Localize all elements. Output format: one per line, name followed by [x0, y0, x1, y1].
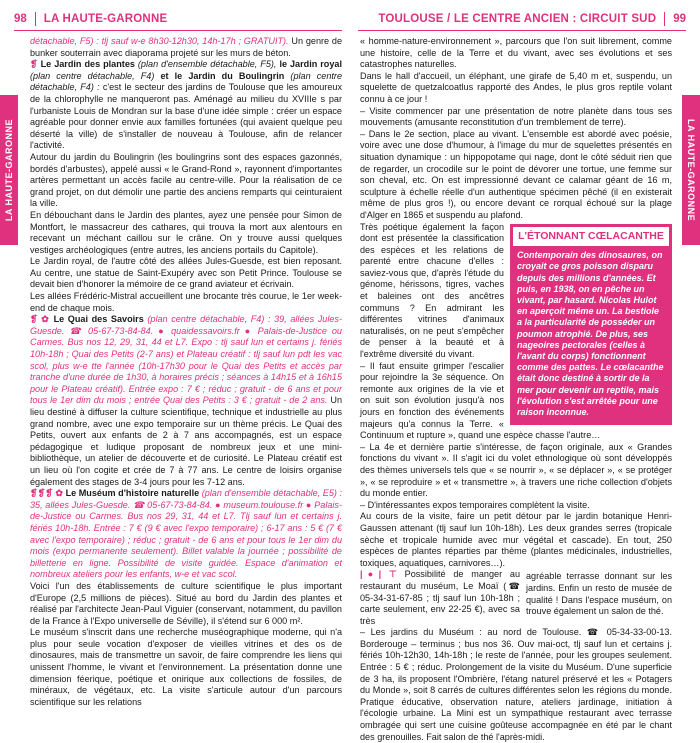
paragraph: – Visite commencer par une présentation de notre planète dans tous ses mouvements (amusante reconstitution d'un tremblement de terre). — [360, 105, 672, 128]
paragraph — [30, 36, 342, 59]
paragraph: Le Jardin royal, de l'autre côté des allées Jules-Guesde, est bien reposant. Au centre, une statue de Saint-Exupéry avec son Petit Prince. Toulouse se devait bien d'honorer la mémoire de ce grand aviateur et écrivain. — [30, 256, 342, 290]
paragraph: Très poétique également la façon dont est présentée la classification des espèces et les relations de parenté entre chacune d'elles : saviez-vous que, d'après l'étude du génome, hérissons, tigres, vaches et baleines ont des ancêtres communs ? En admirant les différentes vitrines d'animaux naturalisés, on ne peut s'empêcher de penser à la beauté et à l'extrême diversité du vivant. — [360, 221, 504, 360]
right-page-title: TOULOUSE / LE CENTRE ANCIEN : CIRCUIT SUD — [378, 13, 657, 25]
entry-title: Le Muséum d'histoire naturelle — [65, 488, 200, 499]
header-divider — [35, 12, 36, 26]
right-column — [360, 36, 672, 743]
entry-location: (plan centre détachable, F4) : — [30, 70, 342, 93]
right-page-number: 99 — [673, 13, 686, 25]
sight-icon: ❡❡❡ ✿ — [30, 488, 64, 499]
paragraph: – La 4e et dernière partie s'intéresse, de façon originale, aux « Grandes fonctions du vivant ». Il s'agit ici du volet ethnologique où sont développés des thèmes universels tels que « se nourrir », « se déplacer », « se protéger », « se reproduire » et « transmettre », à travers une riche collection d'objets du monde entier. — [360, 441, 672, 499]
body-text: Un lieu destiné à diffuser la culture scientifique, technique et industrielle au plus grand nombre, avec une expo temporaire sur un thème précis. Le Quai des Petits, ouvert aux enfants de 2 à 7 ans accompagnés, est un espace pédagogique et ludique proposant de nombreux jeux et une mini-bibliothèque, un atelier de découverte et de curiosité. Le Plateau créatif est un lieu où l'on cogite et crée de 7 à 77 ans. Le centre de loisirs organise également des stages de 3-4 jours pour les 7-12 ans. — [30, 395, 343, 487]
museum-entry — [30, 488, 342, 581]
paragraph: Autour du jardin du Boulingrin (les boulingrins sont des espaces gazonnés, bordés d'arbustes), appelé aussi « le Grand-Rond », rayonnent d'importantes artères permettant un accès facile au centre-ville. Pour la réalisation de ce grand projet, on dut démolir une partie des anciens remparts qui ceinturaient la ville. — [30, 151, 342, 209]
entry-title: Le Quai des Savoirs — [53, 314, 144, 325]
paragraph: « homme-nature-environnement », parcours que l'on suit librement, comme une histoire, celle de la Terre et du vivant, avec ses évolutions et ses catastrophes naturelles. — [360, 36, 672, 70]
entry-title: Le Jardin des plantes — [40, 59, 135, 70]
callout-body: Contemporain des dinosaures, on croyait ce gros poisson disparu depuis des millions d'années. Et puis, en 1938, on en pêche un vivant, par hasard. Nicolas Hulot en aperçoit même un. La bestiole a la particularité de posséder un poumon atrophié. De plus, ses nageoires pectorales (celles à l'avant du corps) fonctionnent comme des pattes. Le cœlacanthe était donc destiné à sortir de la mer pour devenir un reptile, mais l'évolution s'est arrêtée pour une raison inconnue. — [517, 250, 664, 417]
entry-location: (plan centre détachable, F4) — [30, 70, 161, 81]
paragraph: – Dans le 2e section, place au vivant. L'ensemble est abordé avec poésie, voire avec une dose d'humour, à l'image du mur de squelettes présentés en situation dynamique : un hippopotame qui nage, dont le côté séduit rien que de regarder, un crocodile sur le point de dévorer une tortue, une femme sur son cheval, etc. On est impressionné devant ce calamar géant de 16 m, sculpture à échelle réelle d'un authentique spécimen pêché (il en existerait même de plus gros !), ou encore devant ce rorqual échoué sur la plage d'Alger en 1865 et suspendu au plafond. — [360, 128, 672, 220]
restaurant-icon: |●| ⊤ — [360, 569, 397, 580]
left-section-tab-label: LA HAUTE-GARONNE — [4, 118, 14, 222]
paragraph: – Il faut ensuite grimper l'escalier pour rejoindre la 3e séquence. On remonte aux origines de la vie et on suit son évolution jusqu'à nos jours en fonction des événements majeurs qu'a connus la Terre. « Continuum et rupture », quand une espèce chasse l'autre… — [360, 360, 601, 441]
paragraph: – Les jardins du Muséum : au nord de Toulouse. ☎ 05-34-33-00-13. Borderouge – terminus ; bus nos 36. Ouv mai-oct, tlj sauf lun et certains j. fériés 10h-12h30, 14h-18h ; le reste de l'année, pour les groupes seulement. Entrée : 5 € ; réduc. Prolongement de la visite du Muséum. D'une superficie de 3 ha, ils proposent l'Ombrière, l'étang naturel préservé et les « Potagers du Monde », soit 8 carrés de cultures différentes selon les régions du monde. Pratique éducative, observation nature, ateliers jardinage, initiation à l'écologie urbaine. La Mini est un sympathique restaurant avec terrasse ombragée qui sert une cuisine goûteuse accompagnée en été par le chant des grenouilles. Fait salon de thé l'après-midi. — [360, 627, 672, 742]
left-page-number: 98 — [14, 13, 27, 25]
paragraph: Dans le hall d'accueil, un éléphant, une girafe de 5,40 m et, suspendu, un squelette de quetzalcoatlus rapporté des Andes, le plus gros reptile volant connu à ce jour ! — [360, 70, 672, 104]
left-page-title: LA HAUTE-GARONNE — [43, 13, 168, 25]
entry-title: le Jardin royal — [279, 59, 342, 70]
callout-title: L'ÉTONNANT CŒLACANTHE — [513, 227, 669, 247]
entry-location: (plan d'ensemble détachable, F5), — [134, 59, 280, 70]
paragraph: Voici l'un des établissements de culture scientifique le plus important d'Europe (2,5 millions de pièces). Situé au bord du Jardin des plantes et réalisé par l'architecte Jean-Paul Viguier (conservant, notamment, du pavillon de la France à l'Expo universelle de Séville), il s'étend sur 6 000 m². — [30, 580, 342, 626]
paragraph: – D'intéressantes expos temporaires complètent la visite. — [360, 499, 590, 510]
right-page-header — [378, 8, 686, 30]
jardins-entry — [30, 59, 342, 152]
body-text: c'est le secteur des jardins de Toulouse que les amoureux de la chlorophylle ne manqueront pas. Aménagé au milieu du XVIIIe s par l'urbaniste Louis de Mondran sur la base d'une idée simple : créer un espace agréable pour donner envie aux familles fortunées (qui avaient quelque peu déserté la ville) de s'installer de nouveau à Toulouse, afin de relancer l'activité. — [30, 82, 342, 151]
right-header-rule — [358, 30, 686, 31]
practical-info: détachable, F5) : tlj sauf w-e 8h30-12h30, 14h-17h ; GRATUIT). — [30, 36, 289, 46]
right-section-tab-label: LA HAUTE-GARONNE — [686, 118, 696, 222]
left-section-tab — [0, 95, 18, 245]
coelacanth-callout — [510, 224, 672, 426]
paragraph: En débouchant dans le Jardin des plantes, ayez une pensée pour Simon de Montfort, le massacreur des cathares, qui trouva la mort aux alentours en recevant un méchant caillou sur le crâne. On y trouve aussi quelques vestiges archéologiques (entre autres, les anciens portails du Capitole). — [30, 209, 342, 255]
body-text: Possibilité de manger au restaurant du muséum, Le Moaï (☎ 05-34-31-67-85 ; tlj sauf lun 10h-18h ; carte seulement, env 22-25 €), avec sa très — [360, 569, 520, 626]
sight-icon: ❡ — [30, 59, 38, 70]
entry-title: et le Jardin du Boulingrin — [160, 70, 285, 81]
paragraph: Les allées Frédéric-Mistral accueillent une brocante très courue, le 1er week-end de chaque mois. — [30, 291, 342, 313]
left-column — [30, 36, 342, 708]
left-header-rule — [14, 30, 342, 31]
right-section-tab — [682, 95, 700, 245]
paragraph: Au cours de la visite, faire un petit détour par le jardin botanique Henri-Gaussen attenant (tlj sauf lun 10h-18h). Les deux grandes serres (tropicale sèche et tropicale humide avec mur végétal et cascade). En tout, 250 espèces de plantes réparties par thème (plantes médicinales, industrielles, toxiques, aquatiques, carnivores…). — [360, 511, 672, 568]
practical-info: (plan d'ensemble détachable, E5) : 35, allées Jules-Guesde. ☎ 05-67-73-84-84. ● museum.toulouse.fr ● Palais-de-Justice ou Carmes. Bus nos 29, 31, 44 et L7. Tlj sauf lun et certains j. fériés 10h-18h. Entrée : 7 € (9 € avec l'expo temporaire) ; 6-17 ans : 5 € (7 € avec l'expo temporaire) ; réduc ; gratuit - de 6 ans et pour tous le 1er dim du mois (expo permanente seulement). Billet valable la journée ; possibilité de billetterie en ligne. Possibilité de visite guidée. Espace d'animation et nombreux ateliers pour les enfants, w-e et vac scol. — [30, 488, 342, 580]
left-page-header — [14, 8, 167, 30]
restaurant-note-continuation: agréable terrasse donnant sur les jardins. Enfin un resto de musée de qualité ! Dans l'espace muséum, on trouve également un salon de thé. — [526, 571, 672, 617]
sight-icon: ❡ ✿ — [30, 314, 50, 325]
practical-info: (plan centre détachable, F4) : 39, allées Jules-Guesde. ☎ 05-67-73-84-84. ● quaidessavoirs.fr ● Palais-de-Justice ou Carmes. Bus nos 12, 29, 31, 44 et L7. Expo : tlj sauf lun et certains j. fériés 10h-18h ; Quai des Petits (2-7 ans) et Plateau créatif : tlj sauf lun pdt les vac scol, plus w-e tte l'année (10h-17h30 pour le Quai des Petits et accès par tranche d'une durée de 1h30, à horaires précis ; séances à 14h15 et à 16h15 pour le Plateau créatif). Entrée expo : 7 € ; réduc ; gratuit - de 6 ans et pour tous le 1er dim du mois ; entrée Quai des Petits : 3 € ; gratuit - de 2 ans. — [30, 314, 342, 406]
quai-des-savoirs-entry — [30, 314, 342, 488]
header-divider — [664, 12, 665, 26]
paragraph: Le muséum s'inscrit dans une recherche muséographique moderne, qui n'a plus pour seule vocation d'exposer de vieilles vitrines et des os de dinosaures, mais de transmettre un savoir, de faire comprendre les liens qui unissent l'homme, le vivant et l'environnement. La présentation donne une dimension féerique, poétique et onirique aux collections de fossiles, de minéraux, de végétaux, etc. La visite s'articule autour d'un parcours scientifique sur les relations — [30, 627, 342, 707]
body-text: Un genre de bunker souterrain avec diaporama projeté sur les murs de béton. — [30, 36, 342, 58]
